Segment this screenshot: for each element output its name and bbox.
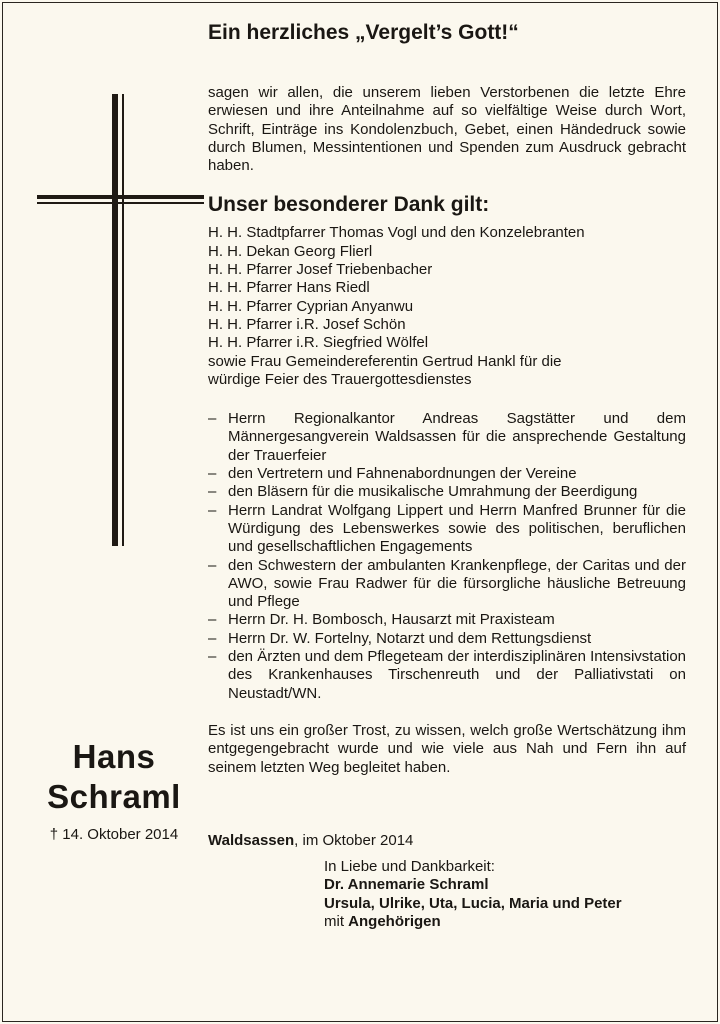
signer-line: Ursula, Ulrike, Uta, Lucia, Maria und Peter (324, 894, 622, 912)
cross-horizontal-bar (37, 195, 204, 199)
clergy-line: H. H. Pfarrer Josef Triebenbacher (208, 261, 433, 279)
dash-marker: – (208, 556, 217, 574)
dash-marker: – (208, 611, 217, 629)
notice-body (208, 20, 686, 931)
dash-marker: – (208, 483, 217, 501)
clergy-line: H. H. Dekan Georg Flierl (208, 242, 373, 260)
dash-marker: – (208, 501, 217, 519)
cross-vertical-line (122, 94, 124, 546)
clergy-line: H. H. Stadtpfarrer Thomas Vogl und den Konzelebranten (208, 224, 585, 242)
thanks-list (208, 410, 686, 703)
notice-title: Ein herzliches „Vergelt’s Gott!“ (208, 21, 519, 44)
thanks-item-text: Herrn Dr. H. Bombosch, Hausarzt mit Praxisteam (228, 611, 555, 629)
closing-paragraph: Es ist uns ein großer Trost, zu wissen, welch große Wertschätzung ihm entgegengebracht wurde und wie viele aus Nah und Fern ihn auf seinem letzten Weg begleitet haben. (208, 721, 686, 776)
thanks-item (208, 502, 686, 557)
signature-block (324, 858, 686, 931)
clergy-line: würdige Feier des Trauergottesdienstes (208, 370, 472, 388)
thanks-heading: Unser besonderer Dank gilt: (208, 193, 490, 217)
deceased-last-name: Schraml (47, 778, 181, 815)
clergy-line: H. H. Pfarrer i.R. Siegfried Wölfel (208, 334, 429, 352)
dash-marker: – (208, 410, 217, 428)
thanks-item-text: den Bläsern für die musikalische Umrahmung der Beerdigung (228, 483, 638, 501)
thanks-item (208, 465, 686, 483)
farewell-line: In Liebe und Dankbarkeit: (324, 858, 495, 876)
thanks-item-text: Herrn Dr. W. Fortelny, Notarzt und dem Rettungsdienst (228, 629, 592, 647)
thanks-item-text: Herrn Regionalkantor Andreas Sagstätter und dem Männergesangverein Waldsassen für die ansprechende Gestaltung der Trauerfeier (228, 410, 686, 464)
relatives-prefix: mit (324, 912, 349, 930)
death-date: † 14. Oktober 2014 (49, 826, 179, 843)
dash-marker: – (208, 629, 217, 647)
intro-paragraph: sagen wir allen, die unserem lieben Verstorbenen die letzte Ehre erwiesen und ihre Anteilnahme auf so vielfältige Weise durch Wort, Schrift, Einträge ins Kondolenzbuch, Gebet, einen Händedruck sowie durch Blumen, Messintentionen und Spenden zum Ausdruck gebracht haben. (208, 84, 686, 175)
cross-horizontal-line (37, 202, 204, 204)
clergy-line: H. H. Pfarrer i.R. Josef Schön (208, 315, 406, 333)
deceased-first-name: Hans (72, 738, 156, 775)
relatives-word: Angehörigen (348, 912, 441, 930)
dash-marker: – (208, 465, 217, 483)
place-name: Waldsassen (208, 831, 295, 849)
thanks-item (208, 611, 686, 629)
clergy-list (208, 224, 686, 389)
cross-vertical-bar (112, 94, 118, 546)
clergy-line: H. H. Pfarrer Cyprian Anyanwu (208, 297, 414, 315)
dash-marker: – (208, 648, 217, 666)
thanks-item (208, 410, 686, 465)
thanks-item (208, 648, 686, 703)
thanks-item-text: den Schwestern der ambulanten Krankenpflege, der Caritas und der AWO, sowie Frau Radwer für die fürsorgliche häusliche Betreuung und Pflege (228, 556, 686, 611)
clergy-line: sowie Frau Gemeindereferentin Gertrud Hankl für die (208, 352, 562, 370)
thanks-item-text: den Ärzten und dem Pflegeteam der interdisziplinären Intensivstation des Krankenhauses Tirschenreuth und der Palliativstati on Neustadt/WN. (228, 648, 686, 702)
clergy-line: H. H. Pfarrer Hans Riedl (208, 279, 370, 297)
place-date (208, 832, 686, 850)
thanks-item (208, 483, 686, 501)
thanks-item (208, 557, 686, 612)
thanks-item-text: den Vertretern und Fahnenabordnungen der Vereine (228, 465, 577, 483)
relatives-line (324, 913, 686, 931)
date-text: , im Oktober 2014 (294, 831, 414, 849)
thanks-item (208, 630, 686, 648)
thanks-item-text: Herrn Landrat Wolfgang Lippert und Herrn Manfred Brunner für die Würdigung des Lebenswerkes sowie des politischen, beruflichen und gesellschaftlichen Engagements (228, 501, 686, 556)
signer-line: Dr. Annemarie Schraml (324, 876, 489, 894)
